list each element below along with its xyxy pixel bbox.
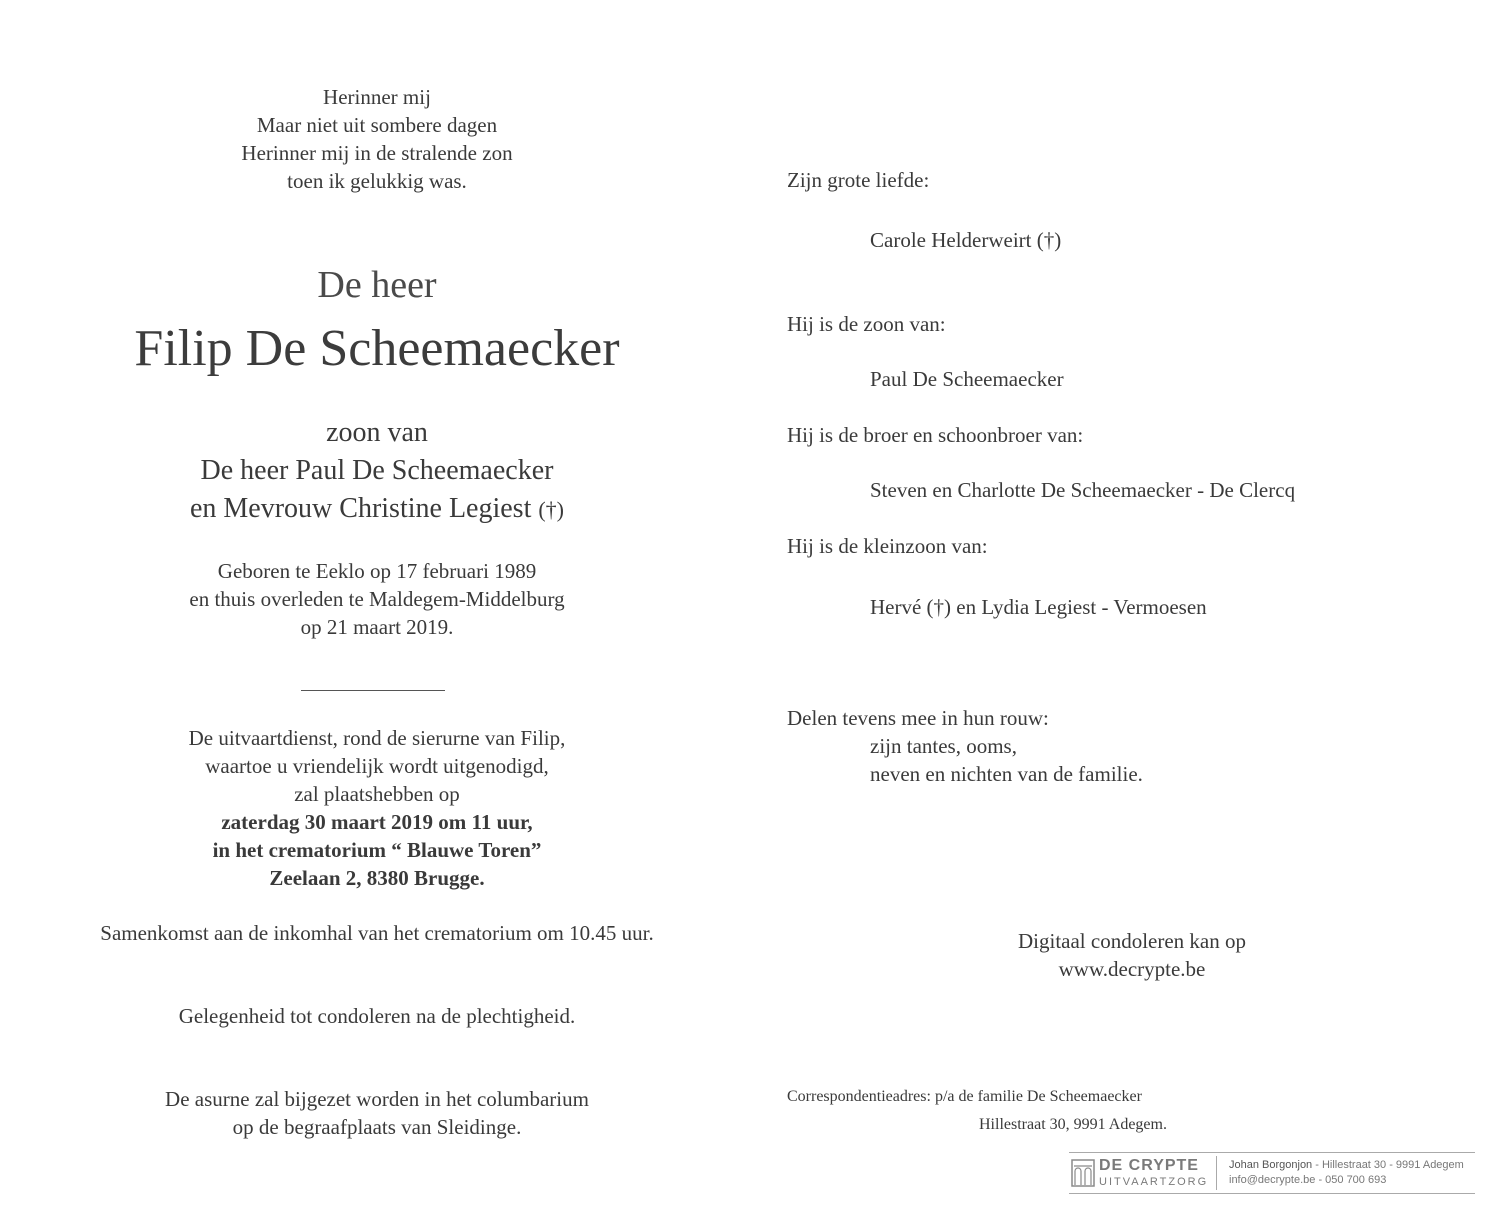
- family-heading-love: Zijn grote liefde:: [787, 168, 930, 192]
- footer-divider: [1216, 1156, 1217, 1190]
- mourning-line: neven en nichten van de familie.: [870, 762, 1143, 786]
- family-heading-grandson: Hij is de kleinzoon van:: [787, 534, 988, 558]
- correspondence-street: Hillestraat 30, 9991 Adegem.: [979, 1116, 1167, 1133]
- digital-condolence-text: Digitaal condoleren kan op: [1017, 929, 1246, 953]
- correspondence-address: Correspondentieadres: p/a de familie De Scheemaecker: [787, 1088, 1142, 1105]
- family-heading-brother: Hij is de broer en schoonbroer van:: [787, 423, 1084, 447]
- family-member: Hervé (†) en Lydia Legiest - Vermoesen: [870, 595, 1207, 619]
- logo-subtitle: UITVAARTZORG: [1099, 1176, 1209, 1188]
- poem-line: Herinner mij in de stralende zon: [241, 141, 513, 165]
- service-line: De uitvaartdienst, rond de sierurne van Filip,: [188, 726, 566, 750]
- logo-name: DE CRYPTE: [1099, 1157, 1199, 1174]
- gathering-note: Samenkomst aan de inkomhal van het crematorium om 10.45 uur.: [100, 921, 654, 945]
- parents: [40, 414, 714, 529]
- contact-address: - Hillestraat 30 - 9991 Adegem: [1312, 1159, 1464, 1171]
- contact-info: [1229, 1158, 1464, 1188]
- poem-line: Maar niet uit sombere dagen: [256, 113, 498, 137]
- family-member: Carole Helderweirt (†): [870, 228, 1062, 252]
- father-name: De heer Paul De Scheemaecker: [200, 455, 554, 486]
- life-dates: [40, 557, 714, 641]
- deceased-title: De heer: [317, 264, 437, 306]
- footer-top-rule: [1069, 1152, 1475, 1153]
- digital-condolence: [932, 927, 1332, 983]
- poem-line: toen ik gelukkig was.: [287, 169, 467, 193]
- contact-name: Johan Borgonjon: [1229, 1159, 1313, 1171]
- website-link[interactable]: www.decrypte.be: [1058, 957, 1206, 981]
- footer-bottom-rule: [1069, 1193, 1475, 1194]
- poem-line: Herinner mij: [323, 85, 431, 109]
- urn-note: [40, 1085, 714, 1141]
- divider: [301, 690, 445, 691]
- death-date-line: op 21 maart 2019.: [300, 615, 454, 639]
- service-date: zaterdag 30 maart 2019 om 11 uur,: [221, 810, 533, 834]
- mother-line: [40, 490, 714, 529]
- service-venue: in het crematorium “ Blauwe Toren”: [212, 838, 542, 862]
- deceased-mark: (†): [538, 497, 565, 522]
- service-line: waartoe u vriendelijk wordt uitgenodigd,: [205, 754, 549, 778]
- birth-line: Geboren te Eeklo op 17 februari 1989: [217, 559, 537, 583]
- family-member: Paul De Scheemaecker: [870, 367, 1064, 391]
- condolence-note: Gelegenheid tot condoleren na de plechtigheid.: [178, 1004, 576, 1028]
- mother-name: en Mevrouw Christine Legiest: [189, 493, 532, 524]
- contact-line: [1229, 1158, 1464, 1173]
- death-line: en thuis overleden te Maldegem-Middelburg: [189, 587, 565, 611]
- mourning-heading: Delen tevens mee in hun rouw:: [787, 706, 1049, 730]
- service-info: [40, 724, 714, 892]
- columbarium-arches-icon: [1071, 1159, 1095, 1187]
- contact-email-phone: info@decrypte.be - 050 700 693: [1229, 1174, 1387, 1186]
- urn-line: op de begraafplaats van Sleidinge.: [232, 1115, 522, 1139]
- service-address: Zeelaan 2, 8380 Brugge.: [269, 866, 485, 890]
- family-heading-son: Hij is de zoon van:: [787, 312, 946, 336]
- parents-intro: zoon van: [326, 417, 428, 448]
- service-line: zal plaatshebben op: [294, 782, 460, 806]
- mourning-line: zijn tantes, ooms,: [870, 734, 1017, 758]
- urn-line: De asurne zal bijgezet worden in het columbarium: [165, 1087, 589, 1111]
- poem: [40, 83, 714, 195]
- deceased-name: Filip De Scheemaecker: [134, 320, 620, 377]
- family-member: Steven en Charlotte De Scheemaecker - De Clercq: [870, 478, 1296, 502]
